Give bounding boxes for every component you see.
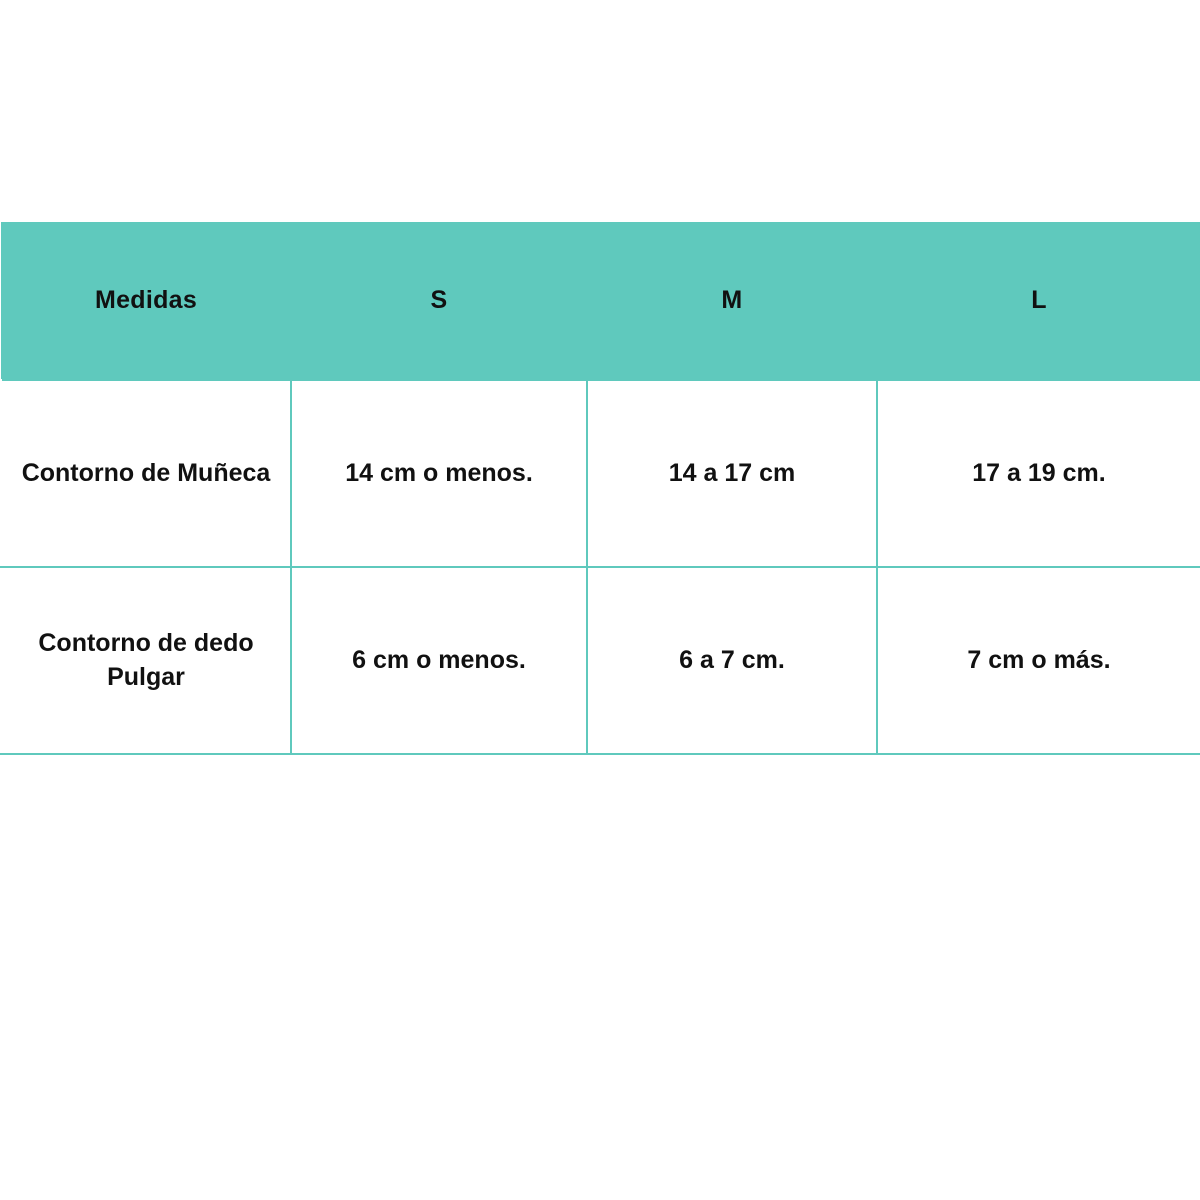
cell-thumb-l: 7 cm o más. bbox=[877, 567, 1200, 754]
cell-thumb-m: 6 a 7 cm. bbox=[587, 567, 877, 754]
row-label-wrist: Contorno de Muñeca bbox=[1, 380, 291, 567]
cell-wrist-m: 14 a 17 cm bbox=[587, 380, 877, 567]
table-row bbox=[1, 567, 1200, 754]
table-row bbox=[1, 380, 1200, 567]
table-header bbox=[1, 222, 1200, 380]
size-chart-table bbox=[0, 222, 1200, 755]
cell-thumb-s: 6 cm o menos. bbox=[291, 567, 587, 754]
row-label-thumb: Contorno de dedo Pulgar bbox=[1, 567, 291, 754]
table-header-row bbox=[1, 222, 1200, 380]
table-body bbox=[1, 380, 1200, 754]
cell-wrist-s: 14 cm o menos. bbox=[291, 380, 587, 567]
column-header-measure: Medidas bbox=[94, 286, 198, 314]
column-header-s: S bbox=[430, 286, 448, 314]
column-header-m: M bbox=[721, 286, 743, 314]
column-header-l: L bbox=[1031, 286, 1047, 314]
cell-wrist-l: 17 a 19 cm. bbox=[877, 380, 1200, 567]
